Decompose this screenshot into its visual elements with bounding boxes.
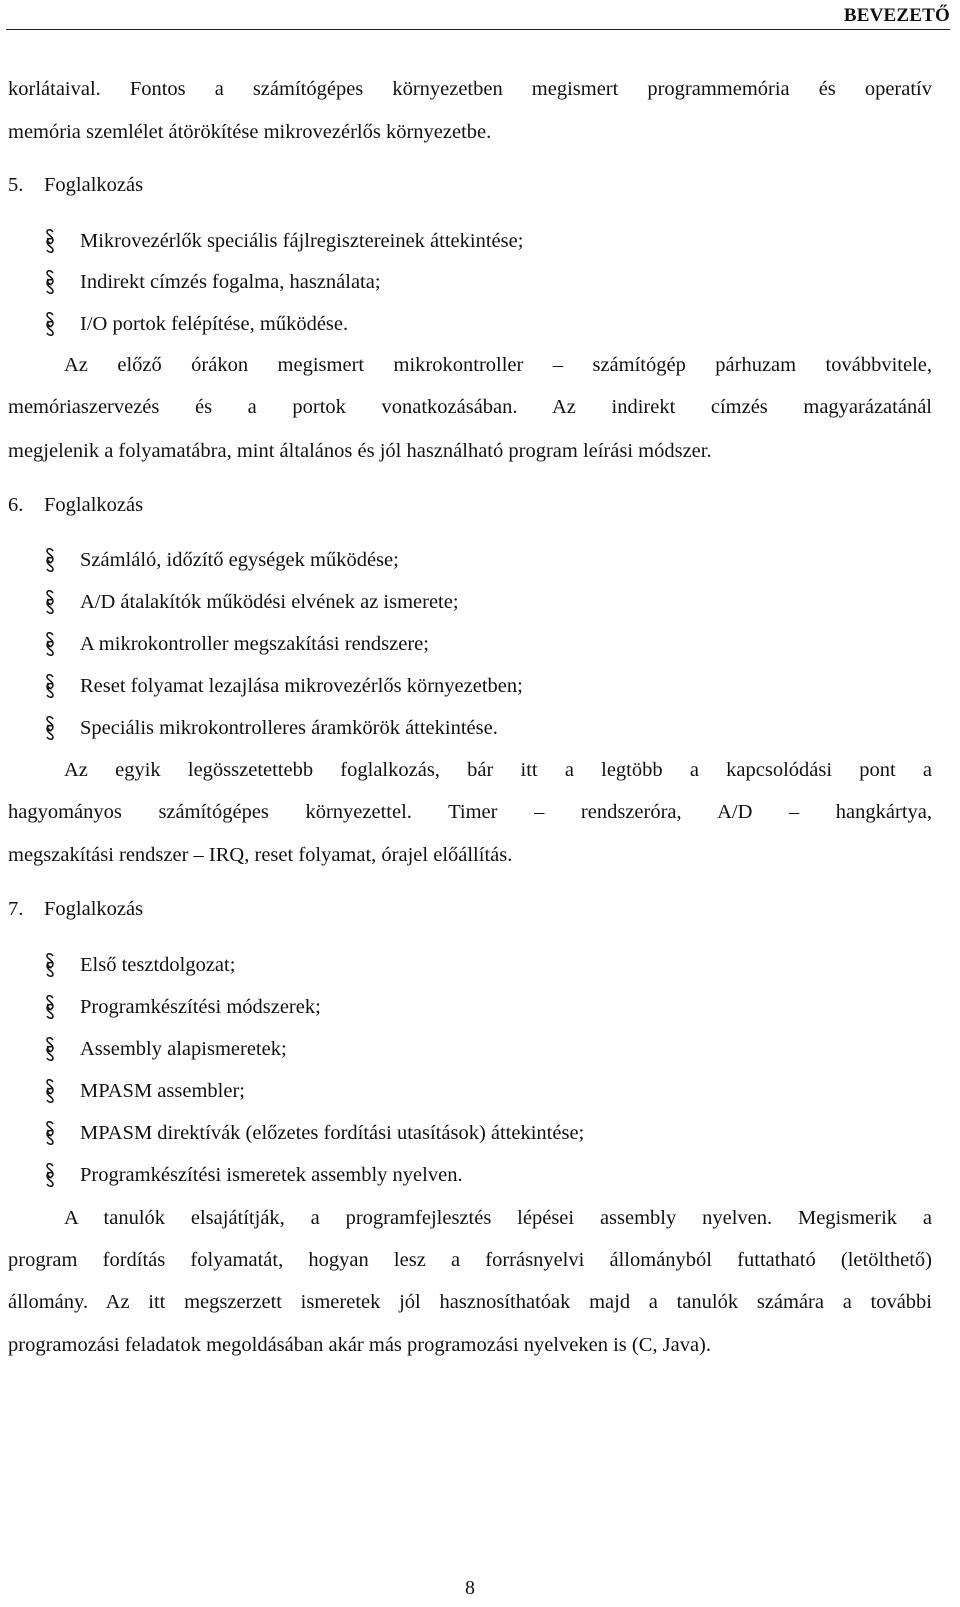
section-7-paragraph-line-3: állomány. Az itt megszerzett ismeretek jól hasznosíthatóak majd a tanulók számára a további <box>8 1291 932 1313</box>
list-item: I/O portok felépítése, működése. <box>80 313 349 335</box>
list-item: MPASM direktívák (előzetes fordítási utasítások) áttekintése; <box>80 1122 585 1144</box>
section-sign-icon <box>44 311 56 337</box>
list-item: Számláló, időzítő egységek működése; <box>80 549 399 571</box>
running-header <box>6 0 950 30</box>
section-5-paragraph-line-2: memóriaszervezés és a portok vonatkozásában. Az indirekt címzés magyarázatánál <box>8 396 932 418</box>
section-7-paragraph-line-4: programozási feladatok megoldásában akár más programozási nyelveken is (C, Java). <box>8 1334 712 1356</box>
section-sign-icon <box>44 994 56 1020</box>
list-item: Programkészítési módszerek; <box>80 996 321 1018</box>
section-6-paragraph-line-3: megszakítási rendszer – IRQ, reset folyamat, órajel előállítás. <box>8 844 513 866</box>
list-item: Programkészítési ismeretek assembly nyelven. <box>80 1164 463 1186</box>
section-sign-icon <box>44 547 56 573</box>
section-sign-icon <box>44 1078 56 1104</box>
list-item: A/D átalakítók működési elvének az ismerete; <box>80 591 459 613</box>
list-item: Indirekt címzés fogalma, használata; <box>80 271 381 293</box>
section-sign-icon <box>44 228 56 254</box>
section-sign-icon <box>44 715 56 741</box>
section-sign-icon <box>44 269 56 295</box>
section-sign-icon <box>44 589 56 615</box>
section-5-paragraph-line-3: megjelenik a folyamatábra, mint általános és jól használható program leírási módszer. <box>8 440 712 462</box>
list-item: Reset folyamat lezajlása mikrovezérlős környezetben; <box>80 675 523 697</box>
list-item: Speciális mikrokontrolleres áramkörök áttekintése. <box>80 717 498 739</box>
section-sign-icon <box>44 631 56 657</box>
section-7-paragraph-line-1: A tanulók elsajátítják, a programfejlesztés lépései assembly nyelven. Megismerik a <box>64 1207 932 1229</box>
section-title: Foglalkozás <box>44 494 144 516</box>
intro-line-1: korlátaival. Fontos a számítógépes környezetben megismert programmemória és operatív <box>8 78 932 100</box>
section-sign-icon <box>44 673 56 699</box>
section-sign-icon <box>44 1036 56 1062</box>
section-5-heading <box>8 173 932 197</box>
list-item: MPASM assembler; <box>80 1080 245 1102</box>
section-sign-icon <box>44 1162 56 1188</box>
list-item: Mikrovezérlők speciális fájlregisztereinek áttekintése; <box>80 230 524 252</box>
list-item: Első tesztdolgozat; <box>80 954 236 976</box>
section-title: Foglalkozás <box>44 898 144 920</box>
section-number: 5. <box>8 174 24 196</box>
page-number: 8 <box>465 1577 475 1599</box>
list-item: A mikrokontroller megszakítási rendszere; <box>80 633 429 655</box>
section-number: 6. <box>8 494 24 516</box>
section-5-paragraph-line-1: Az előző órákon megismert mikrokontroller – számítógép párhuzam továbbvitele, <box>64 354 932 376</box>
header-title: BEVEZETŐ <box>843 5 950 26</box>
section-6-heading <box>8 493 932 517</box>
section-number: 7. <box>8 898 24 920</box>
list-item: Assembly alapismeretek; <box>80 1038 287 1060</box>
section-title: Foglalkozás <box>44 174 144 196</box>
section-sign-icon <box>44 1120 56 1146</box>
section-6-paragraph-line-1: Az egyik legösszetettebb foglalkozás, bár itt a legtöbb a kapcsolódási pont a <box>64 759 932 781</box>
intro-line-2: memória szemlélet átörökítése mikrovezérlős környezetbe. <box>8 121 492 143</box>
section-7-heading <box>8 897 932 921</box>
section-7-paragraph-line-2: program fordítás folyamatát, hogyan lesz a forrásnyelvi állományból futtatható (letölthető) <box>8 1249 932 1271</box>
section-6-paragraph-line-2: hagyományos számítógépes környezettel. Timer – rendszeróra, A/D – hangkártya, <box>8 801 932 823</box>
section-sign-icon <box>44 952 56 978</box>
